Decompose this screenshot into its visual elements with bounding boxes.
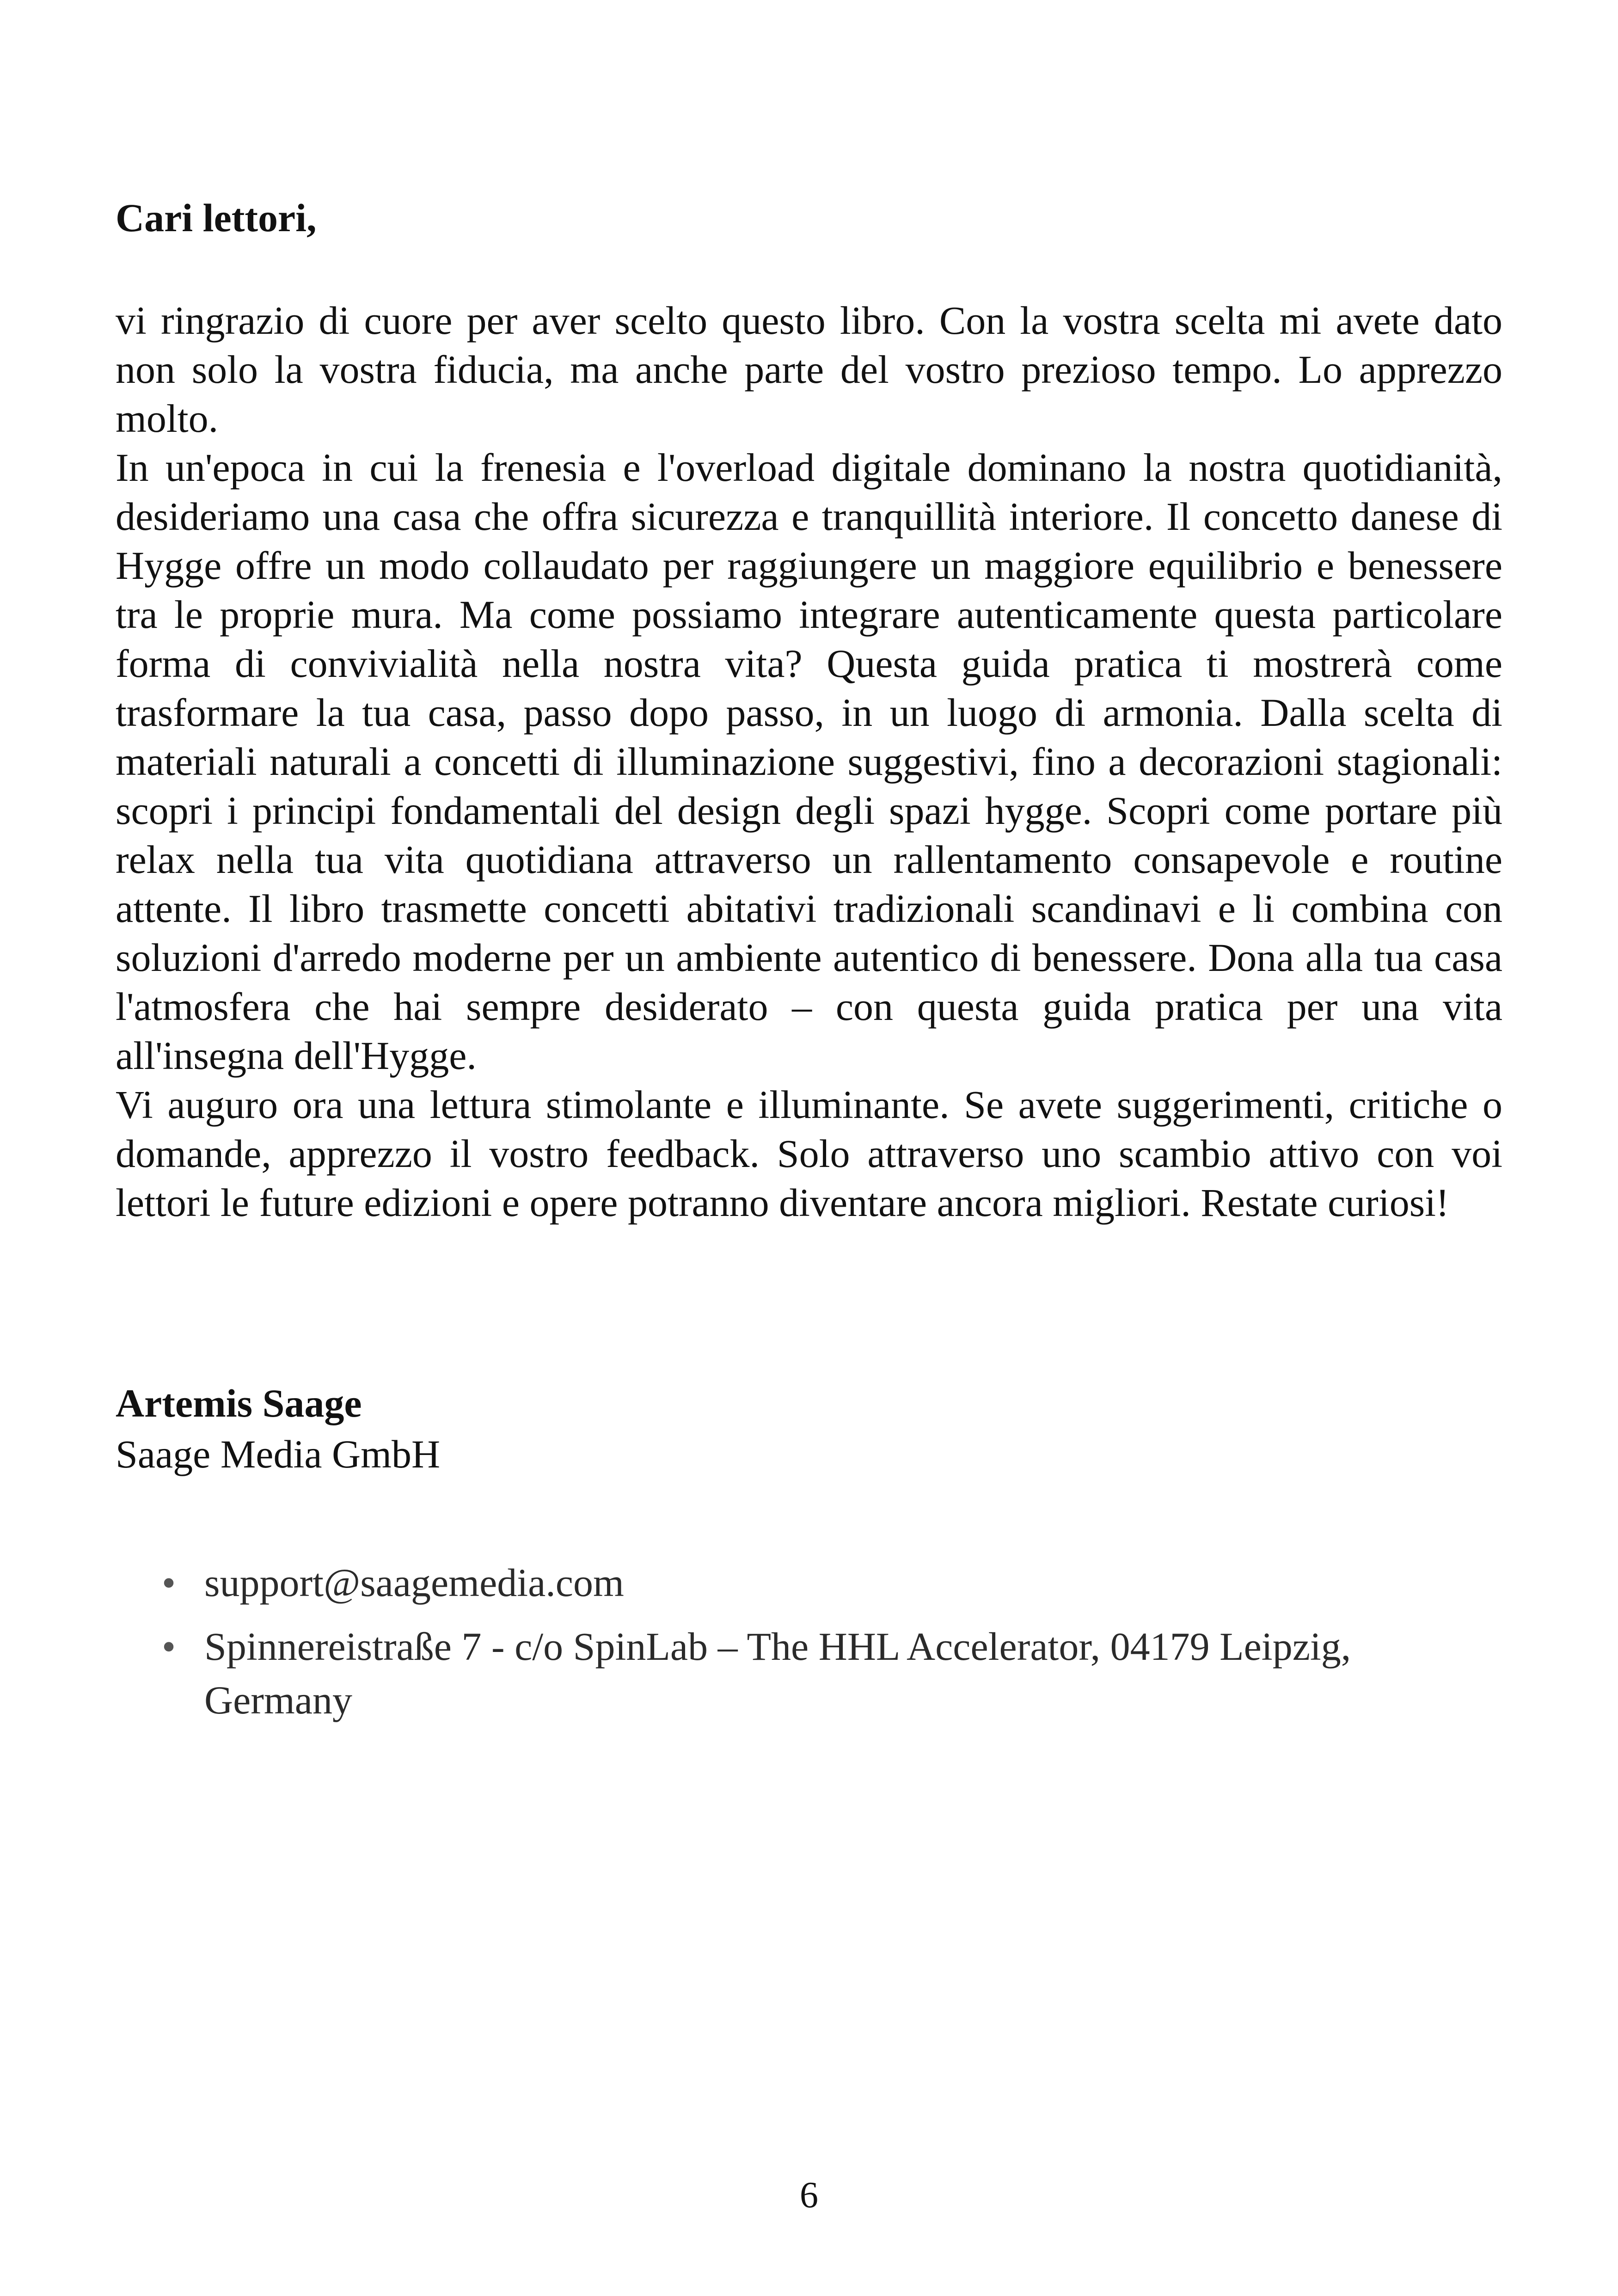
letter-greeting: Cari lettori, xyxy=(116,196,317,240)
letter-body xyxy=(116,296,1502,1227)
bullet-icon: • xyxy=(162,1560,176,1605)
letter-paragraph-thanks: vi ringrazio di cuore per aver scelto questo libro. Con la vostra scelta mi avete dato non solo la vostra fiducia, ma anche parte del vostro prezioso tempo. Lo apprezzo molto. xyxy=(116,298,1502,441)
page-number: 6 xyxy=(800,2175,818,2216)
contact-email xyxy=(153,1556,1493,1609)
contact-address xyxy=(153,1620,1493,1727)
letter-paragraph-hygge: In un'epoca in cui la frenesia e l'overload digitale dominano la nostra quotidianità, desideriamo una casa che offra sicurezza e tranquillità interiore. Il concetto danese di Hygge offre un modo collaudato per raggiungere un maggiore equilibrio e benessere tra le proprie mura. Ma come possiamo integrare autenticamente questa particolare forma di convivialità nella nostra vita? Questa guida pratica ti mostrerà come trasformare la tua casa, passo dopo passo, in un luogo di armonia. Dalla scelta di materiali naturali a concetti di illuminazione suggestivi, fino a decorazioni stagionali: scopri i principi fondamentali del design degli spazi hygge. Scopri come portare più relax nella tua vita quotidiana attraverso un rallentamento consapevole e routine attente. Il libro trasmette concetti abitativi tradizionali scandinavi e li combina con soluzioni d'arredo moderne per un ambiente autentico di benessere. Dona alla tua casa l'atmosfera che hai sempre desiderato – con questa guida pratica per una vita all'insegna dell'Hygge. xyxy=(116,445,1502,1078)
contact-list xyxy=(153,1556,1493,1737)
author-name: Artemis Saage xyxy=(116,1381,362,1425)
company-name: Saage Media GmbH xyxy=(116,1432,441,1476)
letter-paragraph-closing: Vi auguro ora una lettura stimolante e illuminante. Se avete suggerimenti, critiche o domande, apprezzo il vostro feedback. Solo attraverso uno scambio attivo con voi lettori le future edizioni e opere potranno diventare ancora migliori. Restate curiosi! xyxy=(116,1082,1502,1225)
postal-address: Spinnereistraße 7 - c/o SpinLab – The HHL Accelerator, 04179 Leipzig, Germany xyxy=(204,1624,1351,1722)
signature-block xyxy=(116,1378,440,1480)
bullet-icon: • xyxy=(162,1624,176,1669)
email-address[interactable]: support@saagemedia.com xyxy=(204,1560,624,1605)
